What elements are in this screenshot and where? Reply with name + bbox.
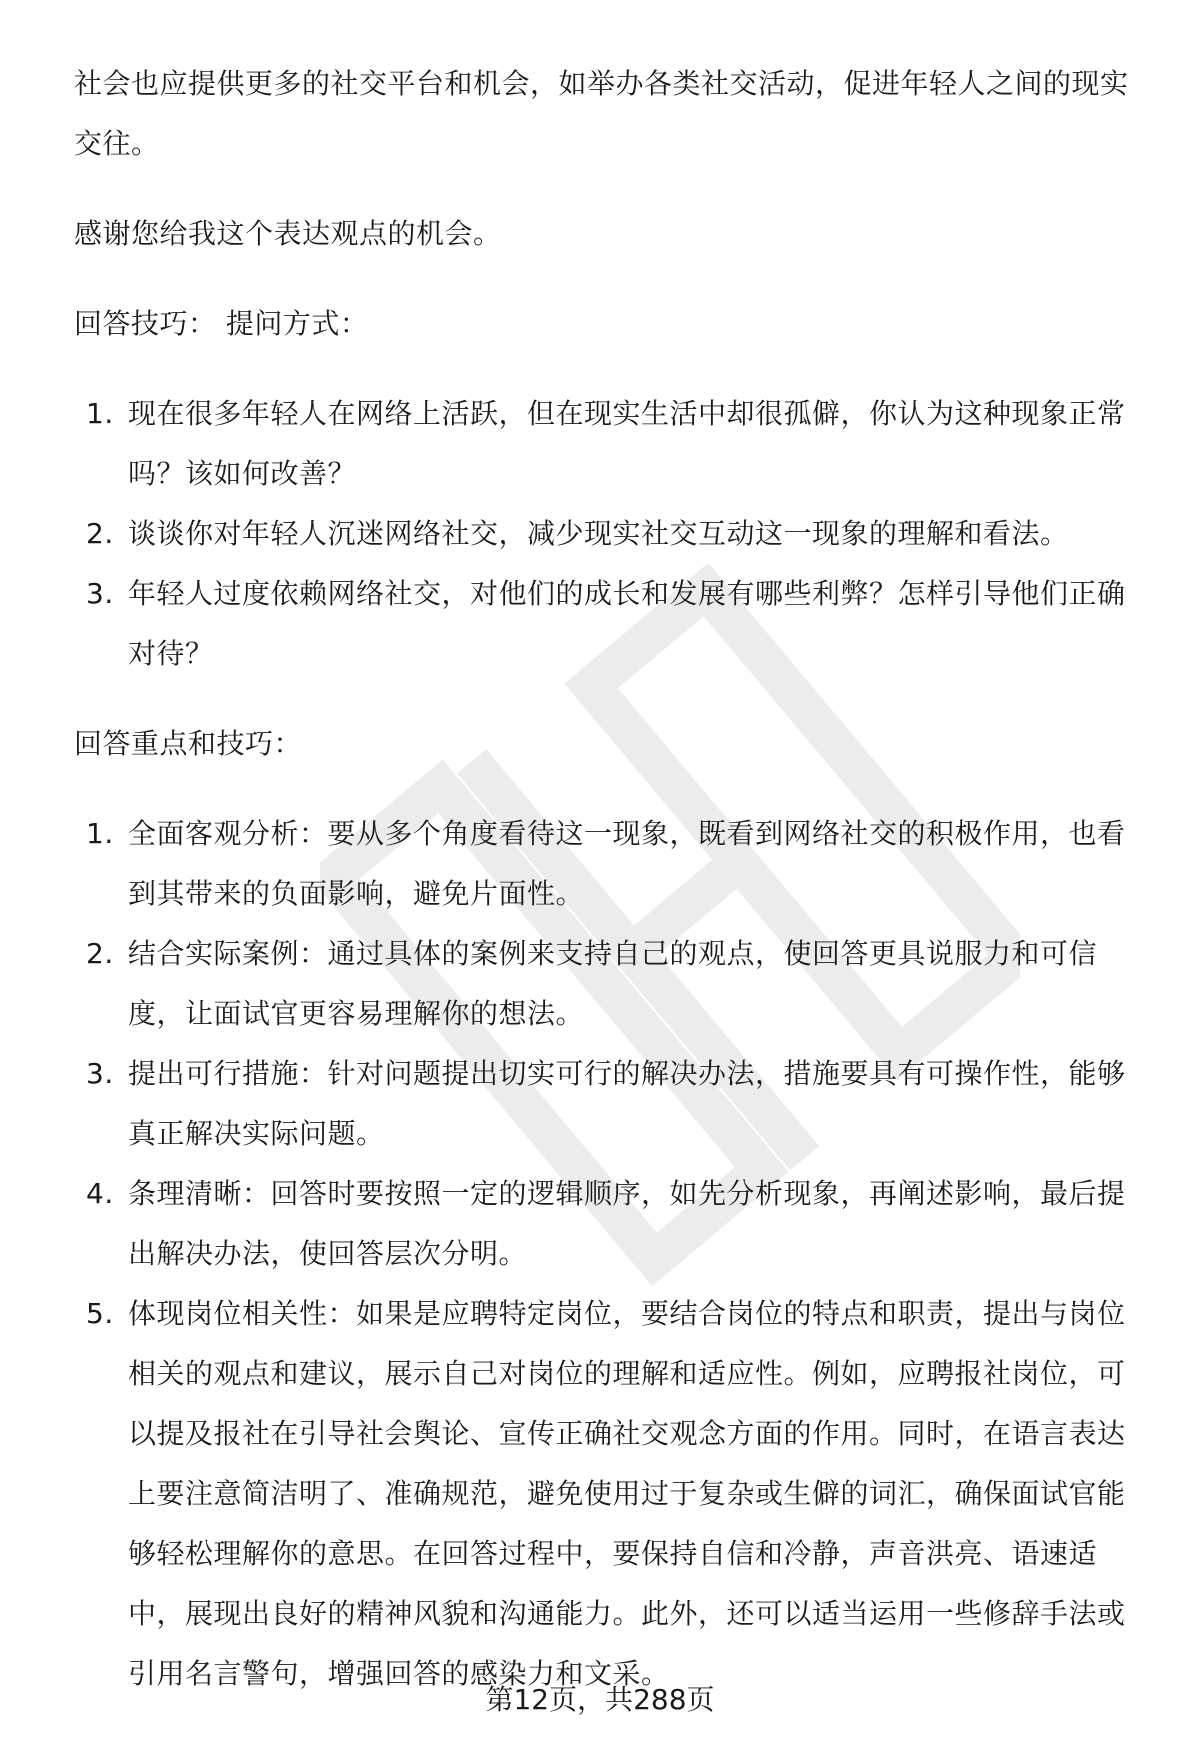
question-list — [74, 384, 1146, 684]
intro-paragraph-2: 感谢您给我这个表达观点的机会。 — [74, 217, 502, 250]
list-item-text: 提出可行措施：针对问题提出切实可行的解决办法，措施要具有可操作性，能够真正解决实际问题。 — [128, 1057, 1126, 1150]
list-number: 4. — [86, 1177, 114, 1210]
section-heading-questions: 回答技巧： 提问方式： — [74, 307, 369, 340]
tips-list — [74, 804, 1146, 1704]
list-item-text: 全面客观分析：要从多个角度看待这一现象，既看到网络社交的积极作用，也看到其带来的负面影响，避免片面性。 — [128, 817, 1126, 910]
list-item — [74, 804, 1146, 924]
list-number: 3. — [86, 577, 114, 610]
list-item — [74, 564, 1146, 684]
list-number: 3. — [86, 1057, 114, 1090]
intro-paragraph-1: 社会也应提供更多的社交平台和机会，如举办各类社交活动，促进年轻人之间的现实交往。 — [74, 67, 1129, 160]
document-body — [74, 54, 1146, 1734]
list-item — [74, 924, 1146, 1044]
list-item-text: 现在很多年轻人在网络上活跃，但在现实生活中却很孤僻，你认为这种现象正常吗？该如何改善？ — [128, 397, 1126, 490]
list-item-text: 谈谈你对年轻人沉迷网络社交，减少现实社交互动这一现象的理解和看法。 — [128, 517, 1069, 550]
list-item-text: 条理清晰：回答时要按照一定的逻辑顺序，如先分析现象，再阐述影响，最后提出解决办法，使回答层次分明。 — [128, 1177, 1126, 1270]
list-number: 1. — [86, 817, 114, 850]
list-number: 5. — [86, 1297, 114, 1330]
list-number: 2. — [86, 517, 114, 550]
list-item — [74, 384, 1146, 504]
list-item — [74, 504, 1146, 564]
section-heading-tips: 回答重点和技巧： — [74, 727, 303, 760]
list-number: 1. — [86, 397, 114, 430]
list-item — [74, 1044, 1146, 1164]
list-item — [74, 1164, 1146, 1284]
list-item-text: 年轻人过度依赖网络社交，对他们的成长和发展有哪些利弊？怎样引导他们正确对待？ — [128, 577, 1126, 670]
list-item — [74, 1284, 1146, 1704]
page-footer: 第12页，共288页 — [485, 1683, 715, 1716]
list-item-text: 结合实际案例：通过具体的案例来支持自己的观点，使回答更具说服力和可信度，让面试官更容易理解你的想法。 — [128, 937, 1098, 1030]
list-item-text: 体现岗位相关性：如果是应聘特定岗位，要结合岗位的特点和职责，提出与岗位相关的观点和建议，展示自己对岗位的理解和适应性。例如，应聘报社岗位，可以提及报社在引导社会舆论、宣传正确社交观念方面的作用。同时，在语言表达上要注意简洁明了、准确规范，避免使用过于复杂或生僻的词汇，确保面试官能够轻松理解你的意思。在回答过程中，要保持自信和冷静，声音洪亮、语速适中，展现出良好的精神风貌和沟通能力。此外，还可以适当运用一些修辞手法或引用名言警句，增强回答的感染力和文采。 — [128, 1297, 1126, 1690]
list-number: 2. — [86, 937, 114, 970]
